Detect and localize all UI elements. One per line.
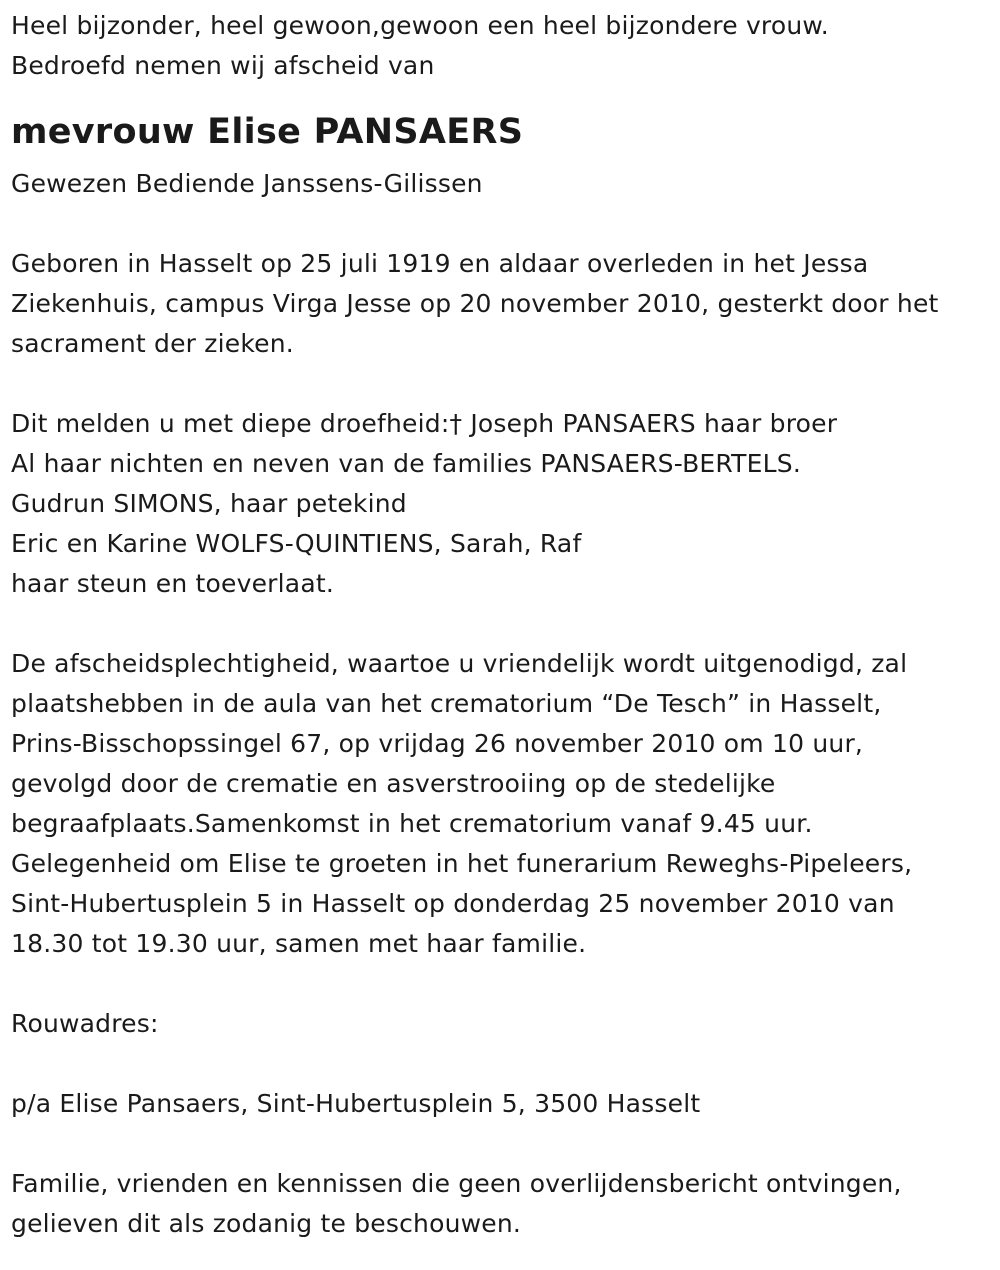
family-section <box>11 404 986 604</box>
birth-death-line: Ziekenhuis, campus Virga Jesse op 20 november 2010, gesterkt door het <box>11 289 939 318</box>
spacer <box>11 204 986 244</box>
birth-death-line: Geboren in Hasselt op 25 juli 1919 en aldaar overleden in het Jessa <box>11 249 869 278</box>
spacer <box>11 964 986 1004</box>
spacer <box>11 604 986 644</box>
family-line: haar steun en toeverlaat. <box>11 569 334 598</box>
obituary-document <box>11 6 986 1244</box>
closing-line: Familie, vrienden en kennissen die geen overlijdensbericht ontvingen, <box>11 1169 902 1198</box>
ceremony-line: plaatshebben in de aula van het crematorium “De Tesch” in Hasselt, <box>11 689 882 718</box>
family-line: Eric en Karine WOLFS-QUINTIENS, Sarah, Raf <box>11 529 582 558</box>
ceremony-line: De afscheidsplechtigheid, waartoe u vriendelijk wordt uitgenodigd, zal <box>11 649 908 678</box>
intro-line: Bedroefd nemen wij afscheid van <box>11 51 435 80</box>
family-line: Dit melden u met diepe droefheid:† Joseph PANSAERS haar broer <box>11 409 838 438</box>
birth-death-section <box>11 244 986 364</box>
intro-line: Heel bijzonder, heel gewoon,gewoon een heel bijzondere vrouw. <box>11 11 829 40</box>
mourning-address-section <box>11 1004 986 1124</box>
family-line: Gudrun SIMONS, haar petekind <box>11 489 407 518</box>
mourning-address-label: Rouwadres: <box>11 1009 159 1038</box>
ceremony-line: 18.30 tot 19.30 uur, samen met haar familie. <box>11 929 587 958</box>
ceremony-line: Prins-Bisschopssingel 67, op vrijdag 26 november 2010 om 10 uur, <box>11 729 864 758</box>
ceremony-line: Sint-Hubertusplein 5 in Hasselt op donderdag 25 november 2010 van <box>11 889 895 918</box>
closing-section <box>11 1164 986 1244</box>
spacer <box>11 1044 986 1084</box>
ceremony-section <box>11 644 986 964</box>
spacer <box>11 1124 986 1164</box>
ceremony-line: begraafplaats.Samenkomst in het crematorium vanaf 9.45 uur. <box>11 809 813 838</box>
ceremony-line: Gelegenheid om Elise te groeten in het funerarium Reweghs-Pipeleers, <box>11 849 913 878</box>
closing-line: gelieven dit als zodanig te beschouwen. <box>11 1209 522 1238</box>
intro-section <box>11 6 986 86</box>
deceased-name: mevrouw Elise PANSAERS <box>11 112 524 152</box>
mourning-address: p/a Elise Pansaers, Sint-Hubertusplein 5, 3500 Hasselt <box>11 1089 701 1118</box>
deceased-occupation: Gewezen Bediende Janssens-Gilissen <box>11 169 483 198</box>
ceremony-line: gevolgd door de crematie en asverstrooiing op de stedelijke <box>11 769 776 798</box>
family-line: Al haar nichten en neven van de families PANSAERS-BERTELS. <box>11 449 801 478</box>
spacer <box>11 364 986 404</box>
birth-death-line: sacrament der zieken. <box>11 329 294 358</box>
